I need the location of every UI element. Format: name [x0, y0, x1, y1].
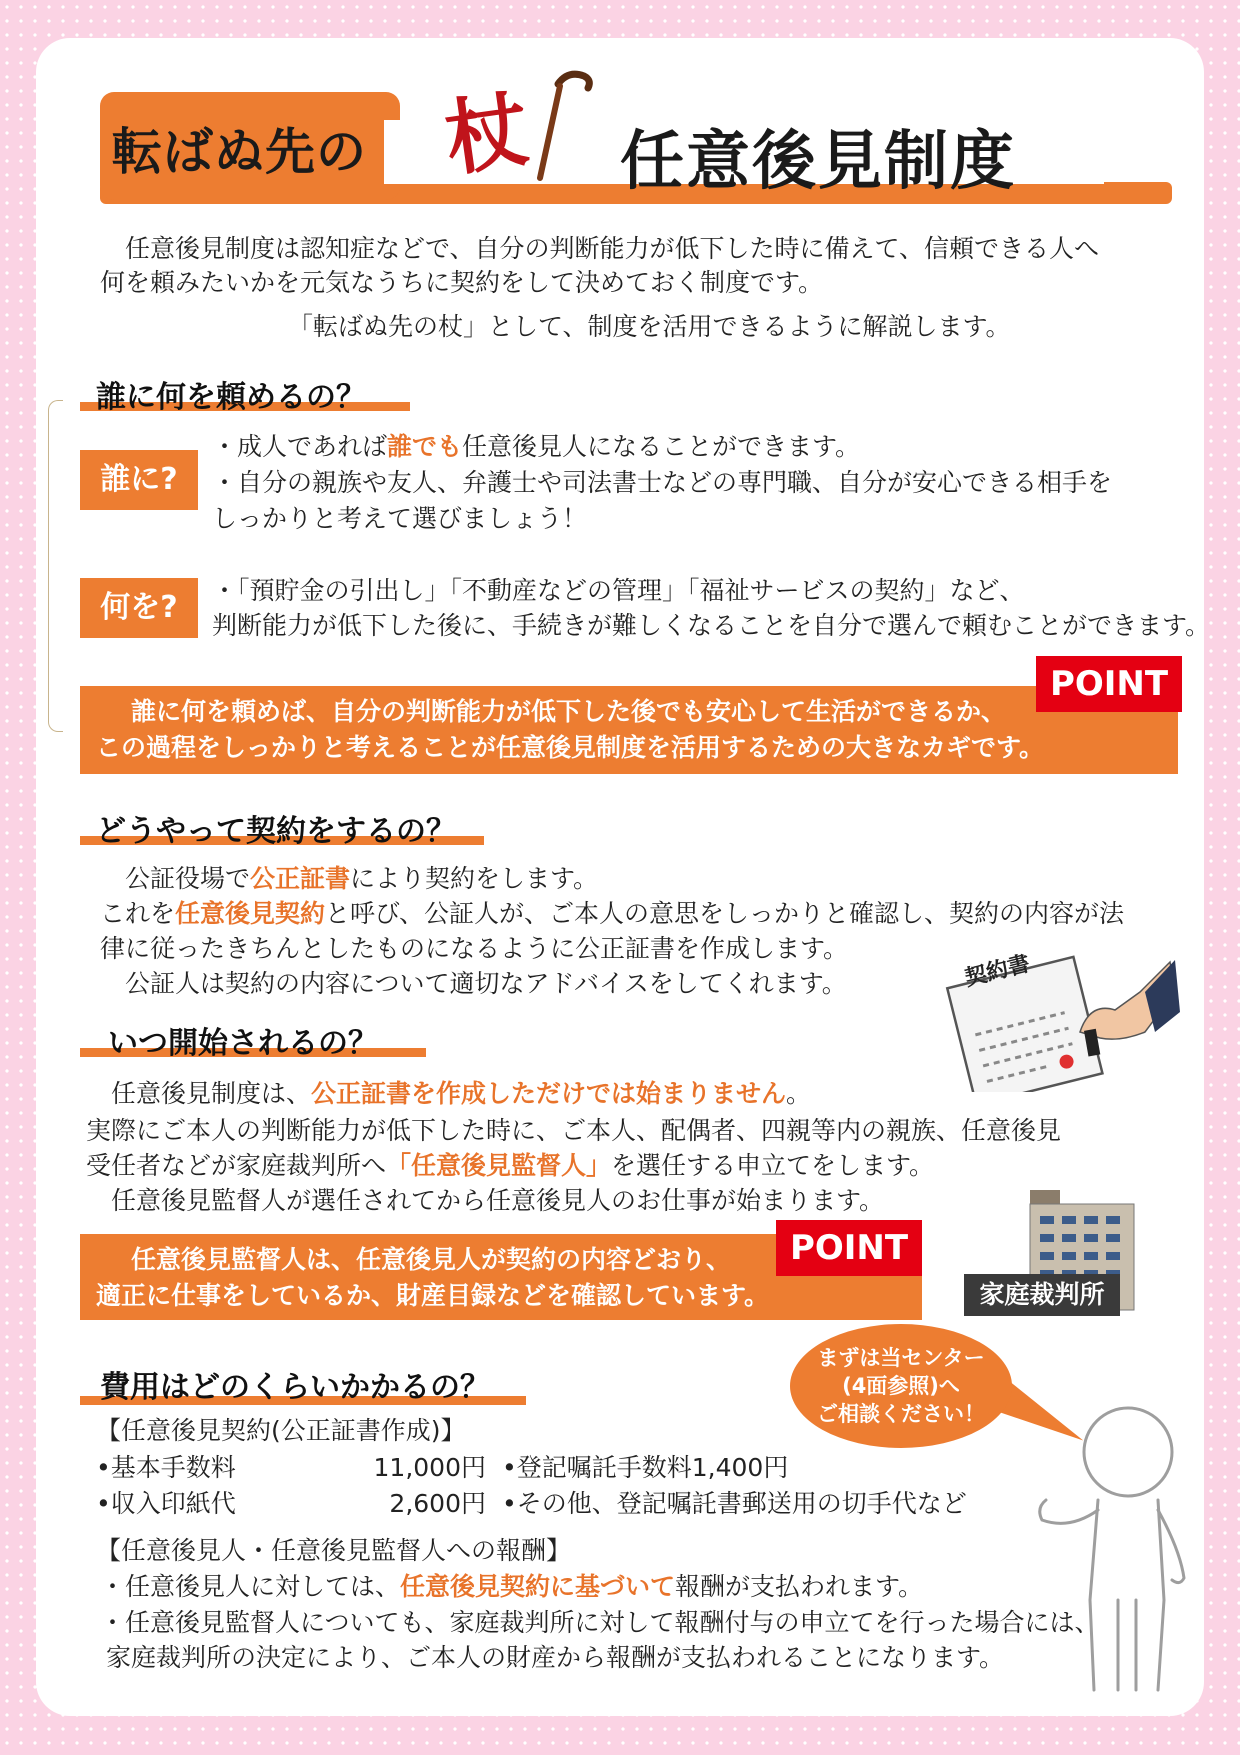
section1-point-badge: POINT: [1036, 656, 1182, 712]
section2-line-3: 律に従ったきちんとしたものになるように公正証書を作成します。: [100, 934, 849, 963]
speech-bubble: [790, 1324, 1012, 1448]
who-line-3: しっかりと考えて選びましょう！: [212, 504, 588, 533]
what-tag: 何を?: [80, 578, 198, 638]
fee2-label: •収入印紙代: [96, 1489, 236, 1518]
fee2-extra: •その他、登記嘱託書郵送用の切手代など: [502, 1489, 967, 1518]
cane-icon: [528, 66, 598, 186]
title-kanji-tsue: 杖: [439, 81, 535, 189]
fee1-value: 11,000円: [373, 1453, 486, 1482]
reward-line-1: ・任意後見人に対しては、任意後見契約に基づいて報酬が支払われます。: [100, 1572, 924, 1601]
title-left-text: 転ばぬ先の: [112, 123, 367, 181]
section3-line-3: 受任者などが家庭裁判所へ「任意後見監督人」を選任する申立てをします。: [86, 1151, 935, 1180]
who-line-1: ・成人であれば誰でも任意後見人になることができます。: [212, 432, 861, 461]
who-tag: 誰に?: [80, 450, 198, 510]
section3-line-1: 任意後見制度は、公正証書を作成しただけでは始まりません。: [86, 1079, 812, 1108]
section1-point-line-2: この過程をしっかりと考えることが任意後見制度を活用するための大きなカギです。: [96, 733, 1045, 762]
fee-heading: 【任意後見契約(公正証書作成)】: [96, 1416, 466, 1445]
bubble-line-3: ご相談ください！: [817, 1402, 985, 1426]
what-line-2: 判断能力が低下した後に、手続きが難しくなることを自分で選んで頼むことができます。: [212, 611, 1211, 640]
section3-line-4: 任意後見監督人が選任されてから任意後見人のお仕事が始まります。: [86, 1186, 885, 1215]
bubble-line-1: まずは当センター: [817, 1346, 985, 1370]
section2-line-4: 公証人は契約の内容について適切なアドバイスをしてくれます。: [100, 969, 847, 998]
section3-line-2: 実際にご本人の判断能力が低下した時に、ご本人、配偶者、四親等内の親族、任意後見: [86, 1116, 1062, 1145]
reward-heading: 【任意後見人・任意後見監督人への報酬】: [96, 1536, 572, 1565]
section1-heading: 誰に何を頼めるの？: [96, 380, 366, 415]
fee2-value: 2,600円: [389, 1489, 486, 1518]
section3-point-line-2: 適正に仕事をしているか、財産目録などを確認しています。: [96, 1281, 770, 1310]
intro-line-1: 任意後見制度は認知症などで、自分の判断能力が低下した時に備えて、信頼できる人へ: [100, 234, 1100, 263]
reward-line-3: 家庭裁判所の決定により、ご本人の財産から報酬が支払われることになります。: [106, 1643, 1005, 1672]
court-label: 家庭裁判所: [964, 1274, 1120, 1316]
what-line-1: ・「預貯金の引出し」「不動産などの管理」「福祉サービスの契約」など、: [212, 576, 1025, 605]
section1-point-line-1: 誰に何を頼めば、自分の判断能力が低下した後でも安心して生活ができるか、: [106, 697, 1007, 726]
fee1-extra: •登記嘱託手数料1,400円: [502, 1453, 789, 1482]
section1-bracket: [48, 400, 63, 732]
section1-point-box: [80, 686, 1178, 774]
section2-line-1: 公証役場で公正証書により契約をします。: [100, 864, 599, 893]
bubble-line-2: (4面参照)へ: [842, 1374, 960, 1398]
section4-heading: 費用はどのくらいかかるの？: [100, 1370, 490, 1405]
section2-heading: どうやって契約をするの？: [96, 814, 456, 849]
who-line-2: ・自分の親族や友人、弁護士や司法書士などの専門職、自分が安心できる相手を: [212, 468, 1113, 497]
section3-point-line-1: 任意後見監督人は、任意後見人が契約の内容どおり、: [106, 1245, 732, 1274]
title-left-box: [100, 92, 400, 200]
section3-point-badge: POINT: [776, 1220, 922, 1276]
section3-heading: いつ開始されるの？: [108, 1026, 378, 1061]
person-icon: [1030, 1400, 1200, 1700]
section2-line-2: これを任意後見契約と呼び、公証人が、ご本人の意思をしっかりと確認し、契約の内容が法: [100, 899, 1125, 928]
contract-label: 契約書: [962, 951, 1033, 992]
page-title: 任意後見制度: [620, 125, 1016, 199]
reward-line-2: ・任意後見監督人についても、家庭裁判所に対して報酬付与の申立てを行った場合には、: [100, 1608, 1100, 1637]
fee1-label: •基本手数料: [96, 1453, 236, 1482]
intro-line-3: 「転ばぬ先の杖」として、制度を活用できるように解説します。: [288, 312, 1011, 341]
intro-line-2: 何を頼みたいかを元気なうちに契約をして決めておく制度です。: [100, 268, 824, 297]
